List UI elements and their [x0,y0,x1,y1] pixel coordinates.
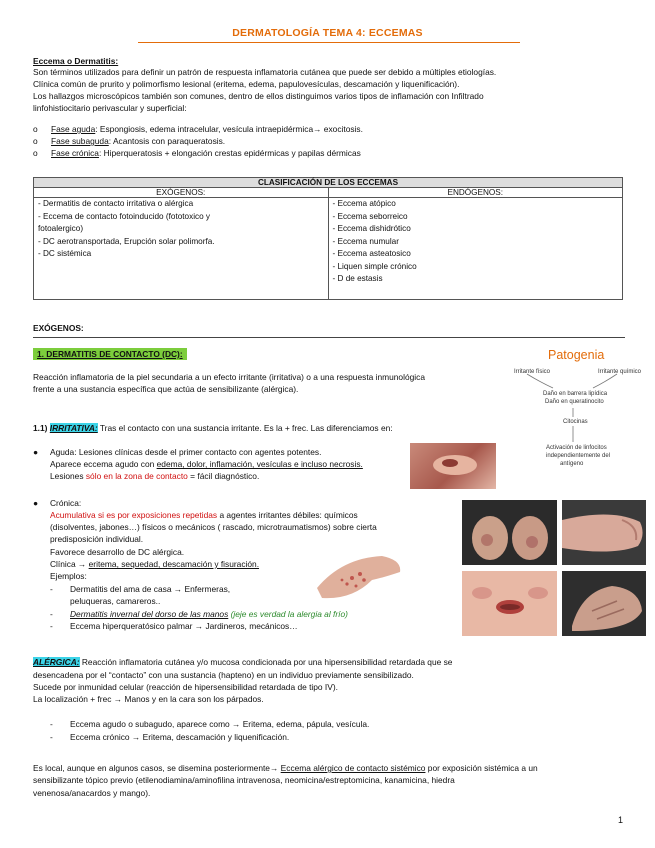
cronica-line: Acumulativa si es por exposiciones repetidas a agentes irritantes débiles: químicos [50,510,358,520]
table-item: - Eccema seborreico [332,211,408,221]
hands-eczema-photo [462,500,557,565]
exogenos-cell [34,198,329,300]
exogenos-heading: EXÓGENOS: [33,323,84,333]
cronica-line: Ejemplos: [50,571,87,581]
hand-dorsum-photo [312,548,404,602]
intro-line: linfohistiocitario perivascular y superficial: [33,103,187,113]
table-item: fotoalergico) [38,224,84,233]
patogenia-node: Daño en queratinocito [545,399,604,405]
dc-line: Reacción inflamatoria de la piel secundaria a un efecto irritante (irritativa) o a una respuesta inmunológica [33,372,425,382]
table-title: CLASIFICACIÓN DE LOS ECCEMAS [34,178,623,188]
section-1-title: 1. DERMATITIS DE CONTACTO (DC): [33,348,187,360]
col-exogenos: EXÓGENOS: [34,188,329,198]
alergica-line: ALÉRGICA: Reacción inflamatoria cutánea y/o mucosa condicionada por una hipersensibilidad retardada que se [33,657,453,667]
phase-item: o Fase crónica: Hiperqueratosis + elongación crestas epidérmicas y papilas dérmicas [33,148,361,158]
cronica-item: ● Crónica: [33,498,82,508]
patogenia-title: Patogenia [548,348,605,362]
aguda-line: Aparece eccema agudo con edema, dolor, inflamación, vesículas e incluso necrosis. [50,459,363,469]
face-eczema-photo [462,571,557,636]
endogenos-cell [328,198,623,300]
table-item: - Dermatitis de contacto irritativa o alérgica [38,199,194,208]
phase-item: o Fase subaguda: Acantosis con paraqueratosis. [33,136,226,146]
page-number: 1 [618,815,624,825]
classification-table [33,177,623,300]
section-divider [33,337,625,338]
alergica-bullet: - Eccema agudo o subagudo, aparece como → Eritema, edema, pápula, vesícula. [50,719,370,729]
phase-label: Fase subaguda [51,136,109,146]
aguda-item: ● Aguda: Lesiones clínicas desde el primer contacto con agentes potentes. [33,447,322,457]
phase-label: Fase aguda [51,124,96,134]
intro-line: Son términos utilizados para definir un patrón de respuesta inflamatoria cutánea que puede ser debido a múltiples etiologías. [33,67,497,77]
finger-photo [562,500,646,565]
phase-item: o Fase aguda: Espongiosis, edema intracelular, vesícula intraepidérmica→ exocitosis. [33,124,363,134]
example-item: - Dermatitis del ama de casa → Enfermeras, [50,584,231,594]
page-title: DERMATOLOGÍA TEMA 4: ECCEMAS [232,27,423,39]
patogenia-node: Activación de linfocitos [546,445,607,451]
table-item: - DC aerotransportada, Erupción solar polimorfa. [38,236,215,246]
aguda-line: Lesiones sólo en la zona de contacto = fácil diagnóstico. [50,471,260,481]
example-item: - Eccema hiperqueratósico palmar → Jardineros, mecánicos… [50,621,298,631]
cronica-line: Favorece desarrollo de DC alérgica. [50,547,185,557]
patogenia-node: Citocinas [563,419,588,425]
hand-hyperkeratotic-photo [562,571,646,636]
alergica-label: ALÉRGICA: [33,657,80,667]
table-item: - D de estasis [332,274,383,283]
patogenia-node: antígeno [560,461,584,467]
irritativa-label: IRRITATIVA: [49,423,98,433]
alergica-systemic: venenosa/anacardos y mango). [33,788,151,798]
col-endogenos: ENDÓGENOS: [328,188,623,198]
intro-line: Los hallazgos microscópicos también son comunes, dentro de ellos distinguimos varios tipos de inflamación con Infiltrado [33,91,484,101]
phase-label: Fase crónica [51,148,99,158]
alergica-line: Sucede por inmunidad celular (reacción de hipersensibilidad retardada de tipo IV). [33,682,338,692]
cronica-line: (disolventes, jabones…) físicos o mecánicos ( rascado, microtraumatismos) sobre cierta [50,522,377,532]
phase-text: : Acantosis con paraqueratosis. [108,136,226,146]
example-item: - Dermatitis invernal del dorso de las manos (jeje es verdad la alergia al frío) [50,609,348,619]
cronica-line: predisposición individual. [50,534,144,544]
table-item: - Liquen simple crónico [332,261,417,271]
patogenia-node: Irritante físico [514,369,551,375]
dc-line: frente a una sustancia específica que actúa de sensibilizante (alérgica). [33,384,299,394]
table-item: - DC sistémica [38,249,92,258]
alergica-systemic: Es local, aunque en algunos casos, se disemina posteriormente→ Eccema alérgico de contacto sistémico por exposición sistémica a un [33,763,538,773]
alergica-systemic: sensibilizante tópico previo (etilenodiamina/aminofilina intravenosa, neomicina/estreptomicina, kanamicina, hiedra [33,775,455,785]
table-item: - Eccema de contacto fotoinducido (fototoxico y [38,211,211,221]
patogenia-node: independientemente del [546,453,611,459]
intro-heading: Eccema o Dermatitis: [33,56,119,66]
table-item: - Eccema asteatosico [332,249,411,258]
phase-text: : Espongiosis, edema intracelular, vesícula intraepidérmica→ exocitosis. [95,124,363,134]
cronica-line: Clínica → eritema, sequedad, descamación y fisuración. [50,559,260,569]
patogenia-node: Daño en barrera lipídica [543,391,608,397]
alergica-bullet: - Eccema crónico → Eritema, descamación y liquenificación. [50,732,290,742]
irritativa-heading: 1.1) IRRITATIVA: Tras el contacto con una sustancia irritante. Es la + frec. Las diferenciamos en: [33,423,393,433]
table-item: - Eccema atópico [332,199,396,208]
title-underline [138,42,520,43]
alergica-line: desencadena por el “contacto” con una sustancia (hapteno) en un individuo previamente sensibilizado. [33,670,414,680]
section-heading [33,349,187,361]
acute-lesion-photo [410,443,496,489]
patogenia-node: Irritante químico [598,369,642,375]
intro-line: Clínica común de prurito y polimorfismo lesional (eritema, edema, papulovesículas, descamación y liquenificación). [33,79,460,89]
table-item: - Eccema dishidrótico [332,224,411,233]
example-item: peluqueras, camareros.. [70,596,161,606]
phase-text: : Hiperqueratosis + elongación crestas epidérmicas y papilas dérmicas [98,148,361,158]
table-item: - Eccema numular [332,236,399,246]
alergica-line: La localización + frec → Manos y en la cara son los párpados. [33,694,264,704]
